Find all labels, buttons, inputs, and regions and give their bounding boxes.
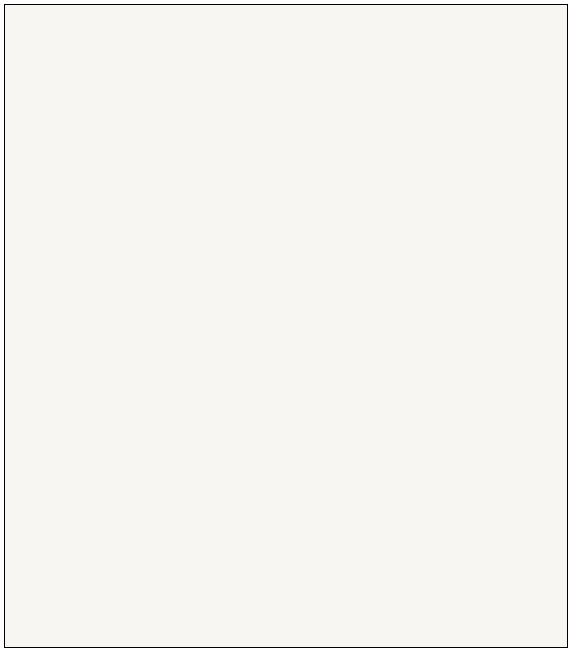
notice-body	[14, 31, 558, 621]
notice-signature	[14, 623, 558, 641]
auction-notice	[4, 4, 568, 648]
notice-title	[14, 11, 558, 29]
